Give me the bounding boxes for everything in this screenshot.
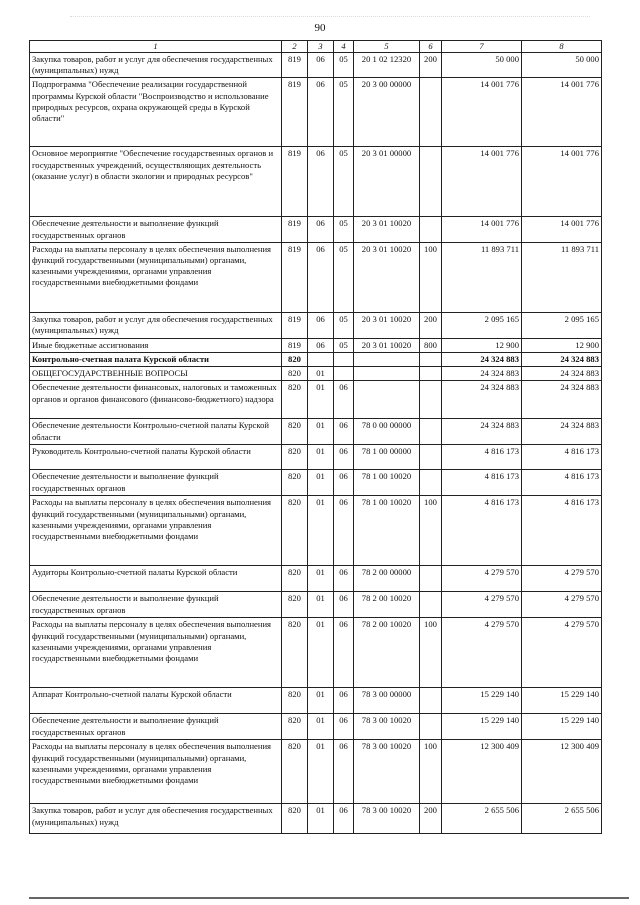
cell-section: 01 (308, 618, 334, 688)
scan-speckles (70, 16, 590, 19)
cell-expense-type (420, 367, 442, 381)
table-row (30, 804, 602, 834)
cell-name: Иные бюджетные ассигнования (30, 338, 282, 352)
cell-subsection: 06 (334, 381, 354, 419)
cell-expense-type: 100 (420, 740, 442, 804)
cell-subsection: 06 (334, 566, 354, 592)
cell-amount-col7: 2 095 165 (442, 312, 522, 338)
cell-amount-col7: 12 300 409 (442, 740, 522, 804)
cell-ministry-code: 819 (282, 217, 308, 242)
cell-name: ОБЩЕГОСУДАРСТВЕННЫЕ ВОПРОСЫ (30, 367, 282, 381)
header-col-8: 8 (522, 41, 602, 53)
cell-section: 06 (308, 147, 334, 217)
cell-target-article: 78 3 00 00000 (354, 688, 420, 714)
cell-amount-col7: 4 816 173 (442, 496, 522, 566)
header-col-5: 5 (354, 41, 420, 53)
cell-expense-type: 800 (420, 338, 442, 352)
cell-amount-col8: 2 095 165 (522, 312, 602, 338)
table-row (30, 353, 602, 367)
cell-expense-type (420, 78, 442, 147)
cell-section: 01 (308, 470, 334, 496)
cell-expense-type (420, 147, 442, 217)
cell-expense-type: 100 (420, 618, 442, 688)
cell-amount-col8: 24 324 883 (522, 419, 602, 445)
header-col-2: 2 (282, 41, 308, 53)
cell-ministry-code: 820 (282, 496, 308, 566)
cell-subsection: 05 (334, 242, 354, 312)
cell-amount-col8: 14 001 776 (522, 147, 602, 217)
cell-ministry-code: 820 (282, 566, 308, 592)
cell-amount-col7: 2 655 506 (442, 804, 522, 834)
cell-target-article: 20 3 01 10020 (354, 312, 420, 338)
table-row (30, 147, 602, 217)
table-row (30, 740, 602, 804)
cell-amount-col8: 12 300 409 (522, 740, 602, 804)
cell-name: Обеспечение деятельности и выполнение функций государственных органов (30, 217, 282, 242)
cell-subsection (334, 367, 354, 381)
cell-amount-col8: 50 000 (522, 53, 602, 78)
cell-target-article: 20 3 01 10020 (354, 217, 420, 242)
cell-name: Расходы на выплаты персоналу в целях обеспечения выполнения функций государственными (муниципальными) органами, казенными учреждениями, органами управления государственными внебюджетными фондами (30, 618, 282, 688)
cell-ministry-code: 820 (282, 804, 308, 834)
cell-expense-type: 100 (420, 242, 442, 312)
cell-name: Закупка товаров, работ и услуг для обеспечения государственных (муниципальных) нужд (30, 804, 282, 834)
cell-ministry-code: 820 (282, 688, 308, 714)
cell-name: Аудиторы Контрольно-счетной палаты Курской области (30, 566, 282, 592)
cell-subsection (334, 353, 354, 367)
cell-section: 06 (308, 338, 334, 352)
table-row (30, 496, 602, 566)
cell-amount-col7: 15 229 140 (442, 714, 522, 740)
cell-expense-type (420, 470, 442, 496)
cell-section: 01 (308, 804, 334, 834)
cell-ministry-code: 819 (282, 53, 308, 78)
cell-subsection: 05 (334, 338, 354, 352)
cell-amount-col7: 24 324 883 (442, 419, 522, 445)
cell-amount-col7: 12 900 (442, 338, 522, 352)
cell-target-article: 78 2 00 10020 (354, 618, 420, 688)
table-row (30, 618, 602, 688)
cell-subsection: 05 (334, 53, 354, 78)
cell-amount-col8: 15 229 140 (522, 714, 602, 740)
cell-section: 01 (308, 740, 334, 804)
cell-ministry-code: 820 (282, 381, 308, 419)
table-row (30, 566, 602, 592)
cell-section: 01 (308, 419, 334, 445)
cell-subsection: 06 (334, 688, 354, 714)
cell-ministry-code: 820 (282, 740, 308, 804)
cell-amount-col8: 4 816 173 (522, 445, 602, 470)
cell-expense-type (420, 592, 442, 618)
cell-amount-col7: 14 001 776 (442, 78, 522, 147)
cell-amount-col8: 2 655 506 (522, 804, 602, 834)
header-col-7: 7 (442, 41, 522, 53)
header-col-4: 4 (334, 41, 354, 53)
cell-expense-type (420, 688, 442, 714)
cell-ministry-code: 820 (282, 367, 308, 381)
table-row (30, 217, 602, 242)
cell-target-article: 78 2 00 00000 (354, 566, 420, 592)
cell-section: 06 (308, 78, 334, 147)
cell-section: 01 (308, 367, 334, 381)
cell-name: Обеспечение деятельности и выполнение функций государственных органов (30, 592, 282, 618)
cell-subsection: 06 (334, 445, 354, 470)
cell-name: Основное мероприятие "Обеспечение государственных органов и государственных учреждений, осуществляющих деятельность (оказание услуг) в области экологии и природных ресурсов" (30, 147, 282, 217)
cell-name: Контрольно-счетная палата Курской области (30, 353, 282, 367)
cell-amount-col7: 15 229 140 (442, 688, 522, 714)
cell-amount-col8: 4 279 570 (522, 618, 602, 688)
cell-target-article (354, 367, 420, 381)
cell-amount-col7: 4 816 173 (442, 445, 522, 470)
header-col-6: 6 (420, 41, 442, 53)
cell-ministry-code: 819 (282, 242, 308, 312)
cell-ministry-code: 820 (282, 714, 308, 740)
cell-name: Подпрограмма "Обеспечение реализации государственной программы Курской области "Воспроизводство и использование природных ресурсов, охрана окружающей среды в Курской области" (30, 78, 282, 147)
cell-subsection: 06 (334, 470, 354, 496)
cell-target-article (354, 381, 420, 419)
cell-expense-type (420, 566, 442, 592)
cell-amount-col7: 14 001 776 (442, 147, 522, 217)
cell-subsection: 06 (334, 804, 354, 834)
cell-subsection: 06 (334, 714, 354, 740)
cell-amount-col8: 15 229 140 (522, 688, 602, 714)
cell-amount-col7: 11 893 711 (442, 242, 522, 312)
cell-name: Расходы на выплаты персоналу в целях обеспечения выполнения функций государственными (муниципальными) органами, казенными учреждениями, органами управления государственными внебюджетными фондами (30, 242, 282, 312)
cell-name: Обеспечение деятельности финансовых, налоговых и таможенных органов и органов финансового (финансово-бюджетного) надзора (30, 381, 282, 419)
cell-target-article: 78 3 00 10020 (354, 804, 420, 834)
table-row (30, 312, 602, 338)
cell-expense-type: 200 (420, 312, 442, 338)
cell-name: Обеспечение деятельности и выполнение функций государственных органов (30, 714, 282, 740)
cell-section: 01 (308, 688, 334, 714)
cell-amount-col8: 4 816 173 (522, 470, 602, 496)
table-body (30, 53, 602, 834)
cell-section: 01 (308, 592, 334, 618)
cell-ministry-code: 820 (282, 353, 308, 367)
cell-expense-type: 200 (420, 804, 442, 834)
cell-amount-col8: 24 324 883 (522, 367, 602, 381)
cell-amount-col7: 4 279 570 (442, 618, 522, 688)
table-row (30, 419, 602, 445)
cell-amount-col8: 4 279 570 (522, 592, 602, 618)
cell-subsection: 06 (334, 618, 354, 688)
cell-expense-type (420, 714, 442, 740)
cell-target-article: 20 3 00 00000 (354, 78, 420, 147)
cell-amount-col8: 24 324 883 (522, 381, 602, 419)
cell-ministry-code: 820 (282, 592, 308, 618)
cell-section: 01 (308, 445, 334, 470)
cell-amount-col8: 14 001 776 (522, 78, 602, 147)
cell-target-article: 78 3 00 10020 (354, 740, 420, 804)
cell-amount-col7: 50 000 (442, 53, 522, 78)
cell-amount-col7: 4 279 570 (442, 592, 522, 618)
cell-name: Аппарат Контрольно-счетной палаты Курской области (30, 688, 282, 714)
cell-target-article: 78 0 00 00000 (354, 419, 420, 445)
cell-section: 06 (308, 242, 334, 312)
cell-ministry-code: 819 (282, 338, 308, 352)
cell-subsection: 05 (334, 217, 354, 242)
cell-ministry-code: 820 (282, 470, 308, 496)
cell-ministry-code: 820 (282, 419, 308, 445)
table-header-row (30, 41, 602, 53)
cell-subsection: 05 (334, 147, 354, 217)
budget-table (29, 40, 602, 834)
cell-amount-col7: 24 324 883 (442, 381, 522, 419)
cell-amount-col7: 24 324 883 (442, 367, 522, 381)
cell-target-article: 78 1 00 10020 (354, 470, 420, 496)
cell-ministry-code: 819 (282, 78, 308, 147)
cell-section (308, 353, 334, 367)
cell-section: 06 (308, 53, 334, 78)
table-row (30, 242, 602, 312)
cell-name: Закупка товаров, работ и услуг для обеспечения государственных (муниципальных) нужд (30, 53, 282, 78)
cell-amount-col8: 4 816 173 (522, 496, 602, 566)
bottom-edge-line (29, 897, 629, 899)
cell-target-article: 78 3 00 10020 (354, 714, 420, 740)
cell-amount-col8: 11 893 711 (522, 242, 602, 312)
table-row (30, 367, 602, 381)
cell-amount-col8: 4 279 570 (522, 566, 602, 592)
cell-ministry-code: 819 (282, 312, 308, 338)
cell-target-article: 20 3 01 10020 (354, 338, 420, 352)
table-row (30, 53, 602, 78)
header-col-1: 1 (30, 41, 282, 53)
cell-amount-col8: 12 900 (522, 338, 602, 352)
cell-expense-type (420, 217, 442, 242)
cell-name: Расходы на выплаты персоналу в целях обеспечения выполнения функций государственными (муниципальными) органами, казенными учреждениями, органами управления государственными внебюджетными фондами (30, 740, 282, 804)
cell-section: 01 (308, 566, 334, 592)
cell-amount-col7: 4 816 173 (442, 470, 522, 496)
cell-target-article: 20 3 01 10020 (354, 242, 420, 312)
cell-ministry-code: 820 (282, 445, 308, 470)
page-number: 90 (314, 22, 326, 34)
table-row (30, 470, 602, 496)
cell-target-article: 78 2 00 10020 (354, 592, 420, 618)
cell-section: 01 (308, 714, 334, 740)
cell-expense-type (420, 353, 442, 367)
header-col-3: 3 (308, 41, 334, 53)
cell-amount-col7: 14 001 776 (442, 217, 522, 242)
cell-expense-type: 200 (420, 53, 442, 78)
table-row (30, 688, 602, 714)
cell-target-article: 78 1 00 10020 (354, 496, 420, 566)
cell-name: Руководитель Контрольно-счетной палаты Курской области (30, 445, 282, 470)
table-row (30, 445, 602, 470)
cell-target-article: 20 3 01 00000 (354, 147, 420, 217)
cell-name: Обеспечение деятельности Контрольно-счетной палаты Курской области (30, 419, 282, 445)
cell-amount-col8: 24 324 883 (522, 353, 602, 367)
cell-ministry-code: 820 (282, 618, 308, 688)
cell-expense-type: 100 (420, 496, 442, 566)
cell-amount-col7: 4 279 570 (442, 566, 522, 592)
table-row (30, 592, 602, 618)
cell-amount-col7: 24 324 883 (442, 353, 522, 367)
cell-name: Закупка товаров, работ и услуг для обеспечения государственных (муниципальных) нужд (30, 312, 282, 338)
cell-name: Расходы на выплаты персоналу в целях обеспечения выполнения функций государственными (муниципальными) органами, казенными учреждениями, органами управления государственными внебюджетными фондами (30, 496, 282, 566)
cell-target-article (354, 353, 420, 367)
cell-subsection: 06 (334, 592, 354, 618)
cell-name: Обеспечение деятельности и выполнение функций государственных органов (30, 470, 282, 496)
cell-subsection: 06 (334, 496, 354, 566)
cell-subsection: 05 (334, 78, 354, 147)
cell-ministry-code: 819 (282, 147, 308, 217)
cell-expense-type (420, 381, 442, 419)
cell-section: 01 (308, 496, 334, 566)
cell-section: 01 (308, 381, 334, 419)
cell-subsection: 05 (334, 312, 354, 338)
cell-section: 06 (308, 217, 334, 242)
cell-section: 06 (308, 312, 334, 338)
cell-subsection: 06 (334, 419, 354, 445)
cell-target-article: 20 1 02 12320 (354, 53, 420, 78)
cell-expense-type (420, 445, 442, 470)
table-row (30, 381, 602, 419)
cell-subsection: 06 (334, 740, 354, 804)
cell-amount-col8: 14 001 776 (522, 217, 602, 242)
cell-target-article: 78 1 00 00000 (354, 445, 420, 470)
table-row (30, 78, 602, 147)
cell-expense-type (420, 419, 442, 445)
table-row (30, 714, 602, 740)
table-row (30, 338, 602, 352)
